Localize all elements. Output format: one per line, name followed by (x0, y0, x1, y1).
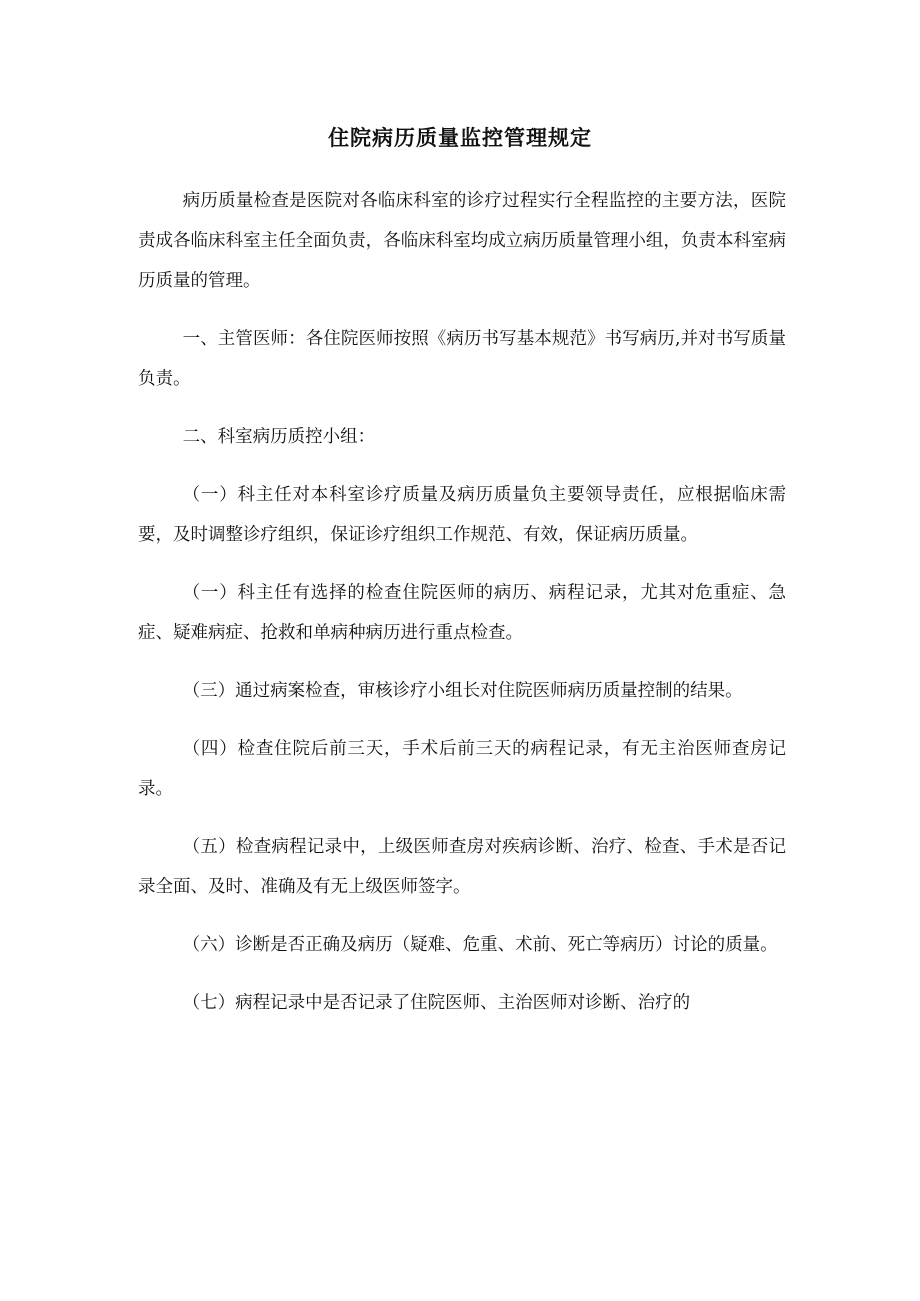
paragraph-item-1: （一）科主任对本科室诊疗质量及病历质量负主要领导责任，应根据临床需要，及时调整诊疗组织，保证诊疗组织工作规范、有效，保证病历质量。 (138, 485, 786, 545)
paragraph-item-4: （四）检查住院后前三天，手术后前三天的病程记录，有无主治医师查房记录。 (138, 739, 786, 799)
document-title: 住院病历质量监控管理规定 (328, 126, 592, 150)
paragraph-item-2: （一）科主任有选择的检查住院医师的病历、病程记录，尤其对危重症、急症、疑难病症、抢救和单病种病历进行重点检查。 (138, 583, 786, 643)
paragraph-item-5: （五）检查病程记录中，上级医师查房对疾病诊断、治疗、检查、手术是否记录全面、及时、准确及有无上级医师签字。 (138, 837, 786, 897)
paragraph-item-3: （三）通过病案检查，审核诊疗小组长对住院医师病历质量控制的结果。 (182, 681, 743, 701)
document-body (138, 181, 786, 1023)
paragraph-item-7: （七）病程记录中是否记录了住院医师、主治医师对诊断、治疗的 (182, 993, 691, 1013)
paragraph-item-6: （六）诊断是否正确及病历（疑难、危重、术前、死亡等病历）讨论的质量。 (182, 935, 778, 955)
paragraph-intro: 病历质量检查是医院对各临床科室的诊疗过程实行全程监控的主要方法，医院责成各临床科室主任全面负责，各临床科室均成立病历质量管理小组，负责本科室病历质量的管理。 (138, 191, 786, 291)
paragraph-section-2-heading: 二、科室病历质控小组： (182, 427, 376, 447)
paragraph-section-1: 一、主管医师：各住院医师按照《病历书写基本规范》书写病历,并对书写质量负责。 (138, 329, 786, 389)
